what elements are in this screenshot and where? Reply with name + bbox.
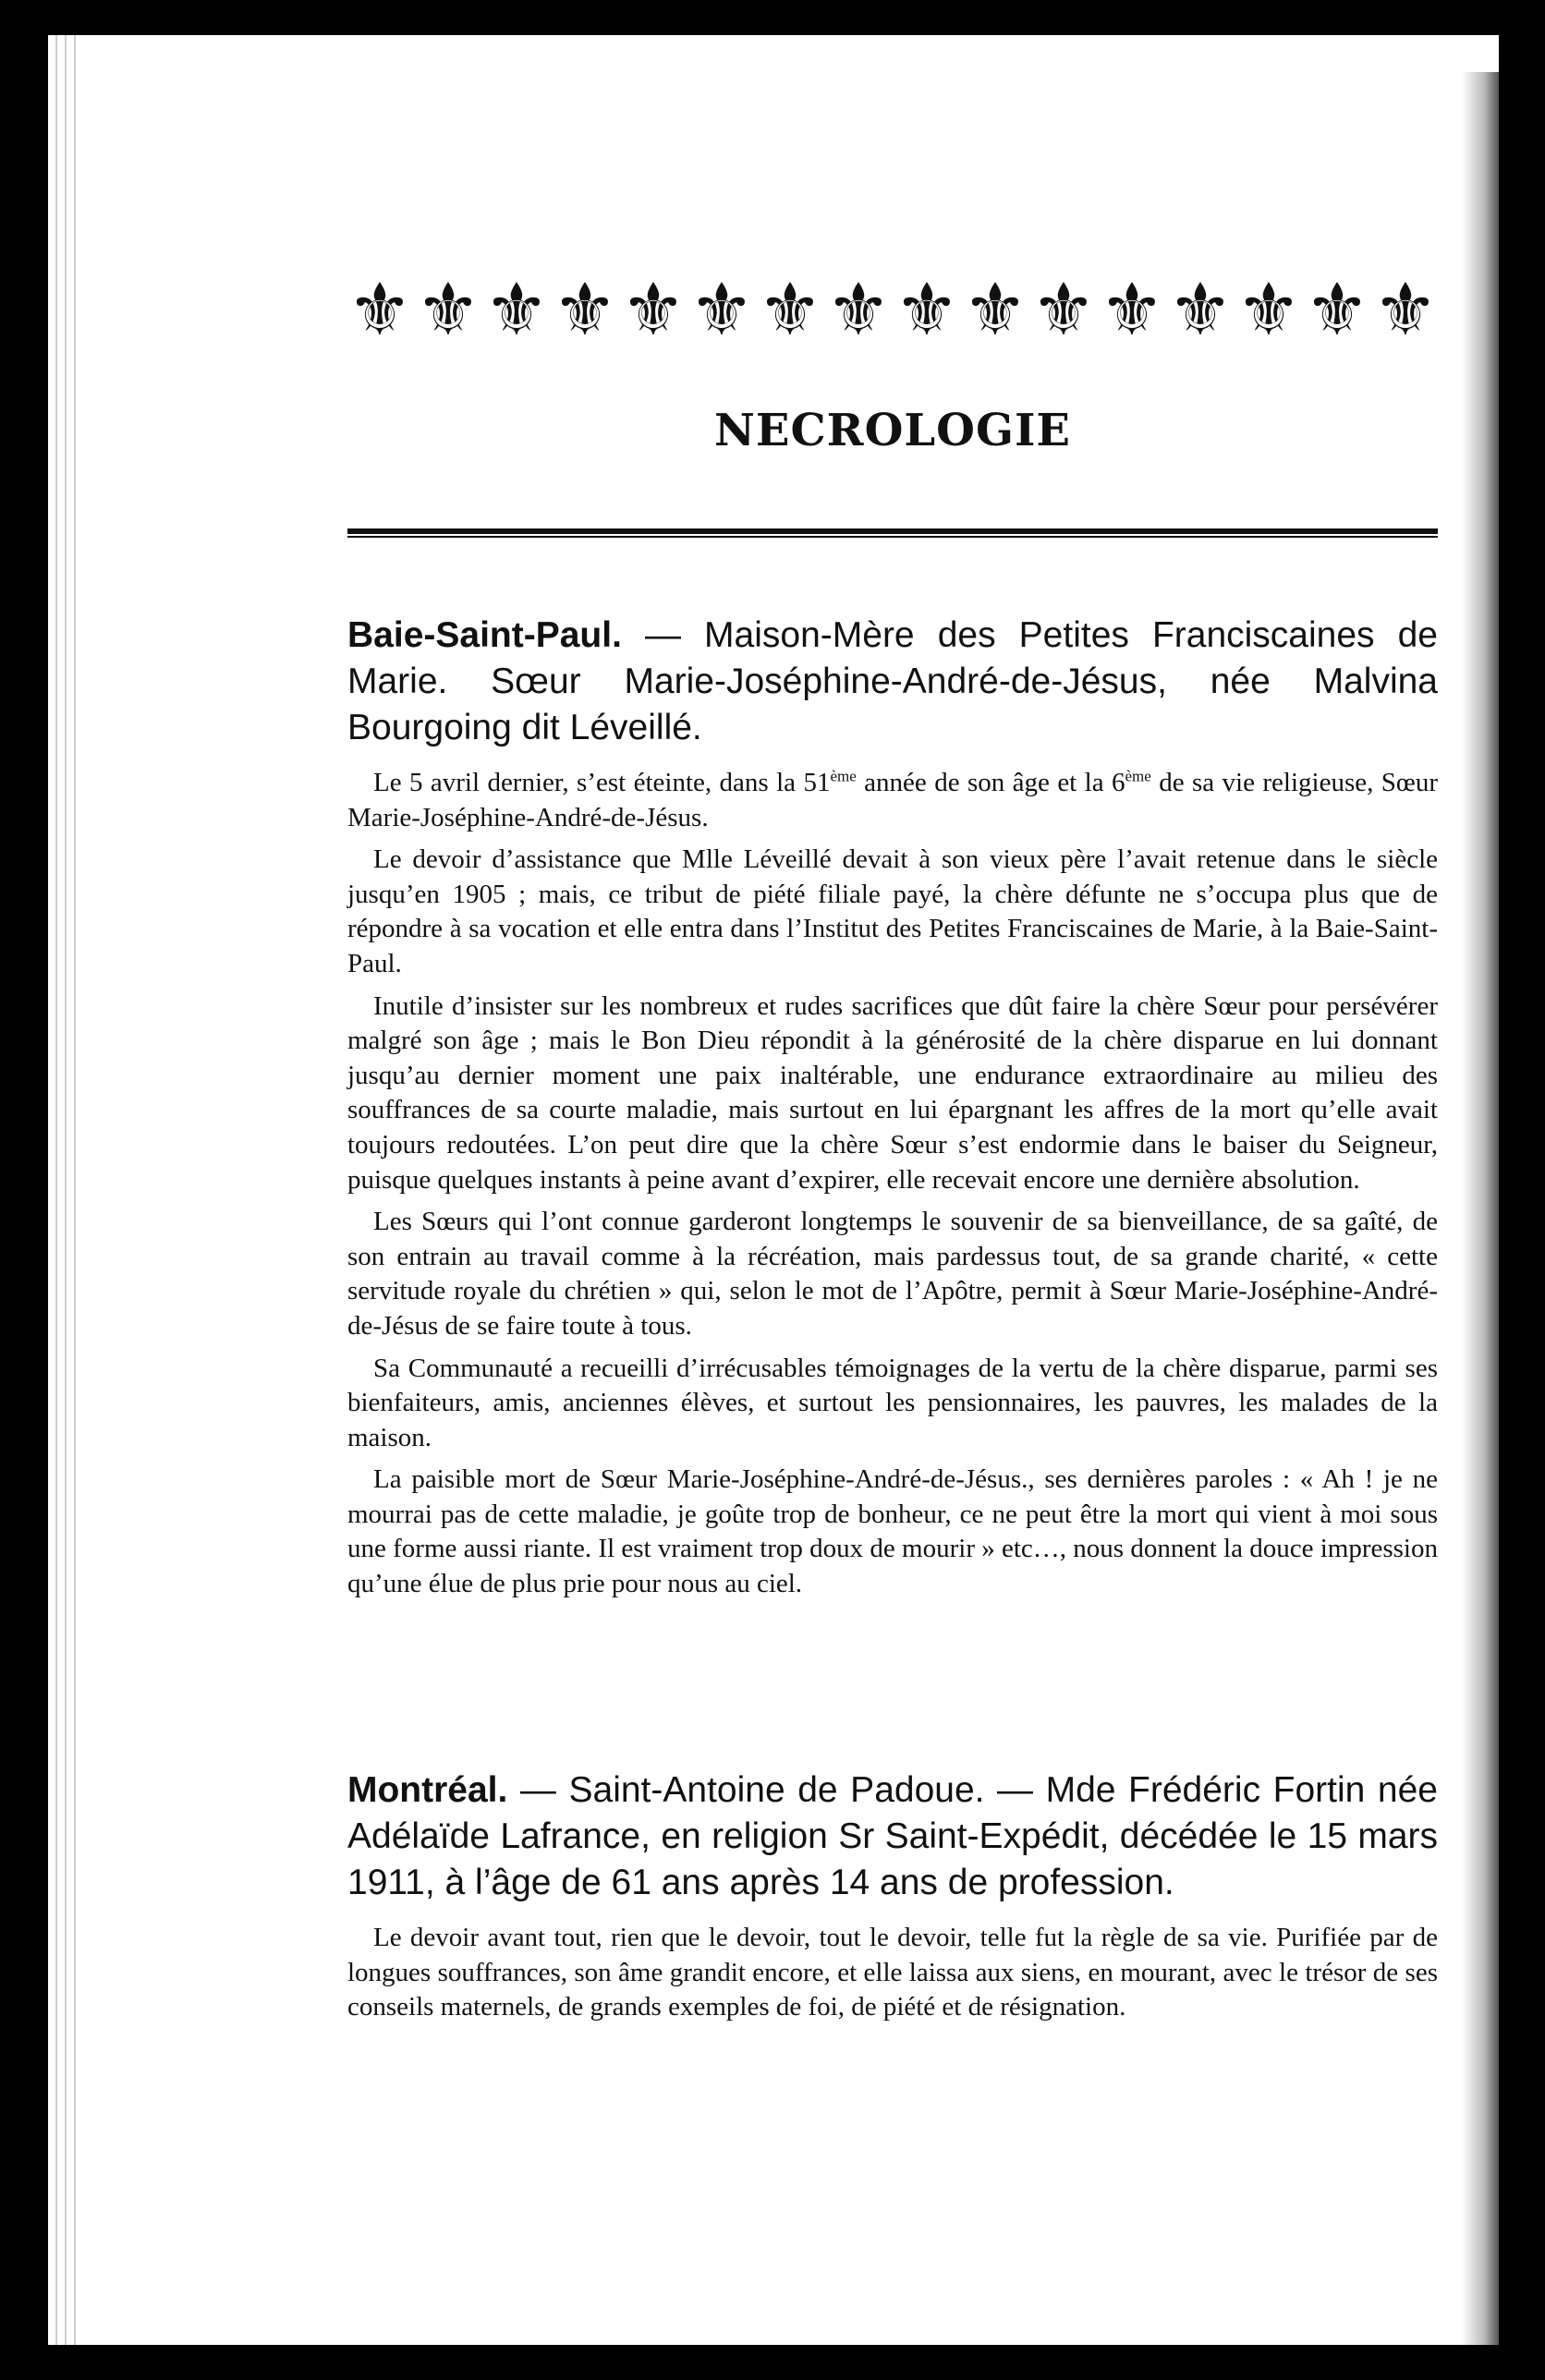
ordinal-suffix: ème [1125, 767, 1151, 785]
paragraph-text: Le 5 avril dernier, s’est éteinte, dans la 51 [373, 768, 831, 797]
obituary-paragraph [347, 766, 1438, 835]
fleur-de-lis-icon: ⚜ [1031, 269, 1096, 352]
fleur-de-lis-icon: ⚜ [894, 269, 959, 352]
fleur-de-lis-icon: ⚜ [1373, 269, 1438, 352]
fleur-de-lis-icon: ⚜ [416, 269, 481, 352]
page-title: NECROLOGIE [714, 405, 1071, 456]
obituary-paragraph: Inutile d’insister sur les nombreux et rudes sacrifices que dût faire la chère Sœur pour persévérer malgré son âge ; mais le Bon Dieu répondit à la générosité de la chère disparue en lui donnant jusqu’au dernier moment une paix inaltérable, une endurance extraordinaire au milieu des souffrances de sa courte maladie, mais surtout en lui épargnant les affres de la mort qu’elle avait toujours redoutées. L’on peut dire que la chère Sœur s’est endormie dans le baiser du Seigneur, puisque quelques instants à peine avant d’expirer, elle recevait encore une dernière absolution. [347, 990, 1438, 1195]
fleur-de-lis-icon: ⚜ [826, 269, 891, 352]
title-rule [347, 528, 1438, 538]
fleur-de-lis-icon: ⚜ [1100, 269, 1164, 352]
page-edge [55, 35, 57, 2345]
paragraph-text: année de son âge et la 6 [856, 768, 1125, 797]
spine-shadow [1462, 72, 1499, 2345]
fleur-de-lis-icon: ⚜ [347, 269, 412, 352]
fleur-de-lis-icon: ⚜ [553, 269, 617, 352]
obituary-place: Baie-Saint-Paul. [347, 615, 622, 655]
obituary-paragraph: Le devoir d’assistance que Mlle Léveillé devait à son vieux père l’avait retenue dans le siècle jusqu’en 1905 ; mais, ce tribut de piété filiale payé, la chère défunte ne s’occupa plus que de répondre à sa vocation et elle entra dans l’Institut des Petites Franciscaines de Marie, à la Baie-Saint-Paul. [347, 844, 1438, 978]
fleur-de-lis-border [347, 260, 1438, 361]
page-edge [74, 35, 76, 2345]
obituary-montreal [347, 1767, 1438, 2025]
page [48, 35, 1499, 2345]
fleur-de-lis-icon: ⚜ [1305, 269, 1369, 352]
fleur-de-lis-icon: ⚜ [1236, 269, 1301, 352]
obituary-paragraph: Sa Communauté a recueilli d’irrécusables témoignages de la vertu de la chère disparue, parmi ses bienfaiteurs, amis, anciennes élèves, et surtout les pensionnaires, les pauvres, les malades de la maison. [347, 1353, 1438, 1452]
obituary-paragraph: Les Sœurs qui l’ont connue garderont longtemps le souvenir de sa bienveillance, de sa gaîté, de son entrain au travail comme à la récréation, mais pardessus tout, de sa grande charité, « cette servitude royale du chrétien » qui, selon le mot de l’Apôtre, permit à Sœur Marie-Joséphine-André-de-Jésus de se faire toute à tous. [347, 1207, 1438, 1341]
obituary-paragraph: La paisible mort de Sœur Marie-Joséphine-André-de-Jésus., ses dernières paroles : « Ah ! je ne mourrai pas de cette maladie, je goûte trop de bonheur, ce ne peut être la mort qui vient à moi sous une forme aussi riante. Il est vraiment trop doux de mourir » etc…, nous donnent la douce impression qu’une élue de plus prie pour nous au ciel. [347, 1464, 1438, 1599]
fleur-de-lis-icon: ⚜ [963, 269, 1028, 352]
obituary-baie-saint-paul [347, 613, 1438, 1602]
obituary-place: Montréal. [347, 1770, 508, 1810]
fleur-de-lis-icon: ⚜ [621, 269, 686, 352]
fleur-de-lis-icon: ⚜ [689, 269, 754, 352]
obituary-paragraph: Le devoir avant tout, rien que le devoir, tout le devoir, telle fut la règle de sa vie. Purifiée par de longues souffrances, son âme grandit encore, et elle laissa aux siens, en mourant, avec le trésor de ses conseils maternels, de grands exemples de foi, de piété et de résignation. [347, 1923, 1438, 2022]
fleur-de-lis-icon: ⚜ [758, 269, 822, 352]
ordinal-suffix: ème [830, 767, 857, 785]
obituary-heading-text: — Maison-Mère des Petites Franciscaines de Marie. Sœur Marie-Joséphine-André-de-Jésus, née Malvina Bourgoing dit Léveillé. [347, 615, 1438, 747]
page-edge [65, 35, 67, 2345]
fleur-de-lis-icon: ⚜ [484, 269, 549, 352]
fleur-de-lis-icon: ⚜ [1168, 269, 1233, 352]
paragraph-text: de sa vie religieuse, Sœur Marie-Joséphine-André-de-Jésus. [347, 768, 1438, 832]
obituary-heading [347, 1767, 1438, 1906]
obituary-heading [347, 613, 1438, 751]
obituary-heading-text: — Saint-Antoine de Padoue. — Mde Frédéric Fortin née Adélaïde Lafrance, en religion Sr Saint-Expédit, décédée le 15 mars 1911, à l’âge de 61 ans après 14 ans de profession. [347, 1770, 1438, 1902]
